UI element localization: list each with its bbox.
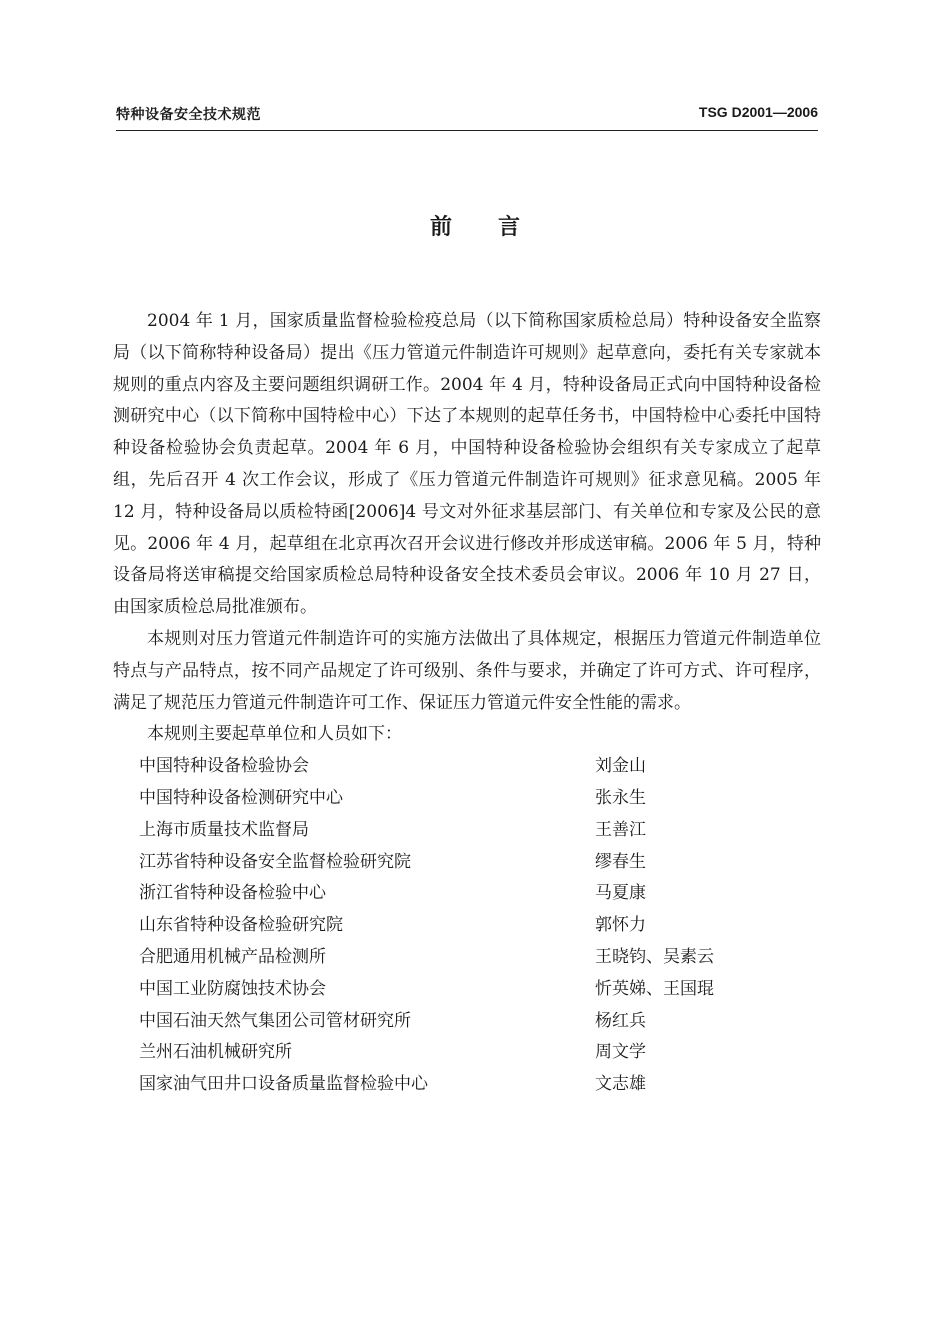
drafter-organization: 中国工业防腐蚀技术协会	[139, 978, 326, 999]
drafters-intro: 本规则主要起草单位和人员如下：	[147, 724, 402, 745]
drafter-row	[113, 910, 821, 942]
drafter-organization: 中国石油天然气集团公司管材研究所	[139, 1010, 411, 1031]
drafter-organization: 中国特种设备检验协会	[139, 756, 309, 777]
drafter-person: 郭怀力	[595, 915, 646, 936]
drafter-row	[113, 751, 821, 783]
drafter-person: 王善江	[595, 819, 646, 840]
drafter-organization: 中国特种设备检测研究中心	[139, 787, 343, 808]
document-body	[113, 306, 821, 1101]
page-title: 前言	[429, 215, 566, 240]
drafter-organization: 浙江省特种设备检验中心	[139, 883, 326, 904]
drafter-person: 马夏康	[595, 883, 646, 904]
drafter-row	[113, 1037, 821, 1069]
drafter-row	[113, 974, 821, 1006]
drafter-organization: 合肥通用机械产品检测所	[139, 946, 326, 967]
drafter-person: 周文学	[595, 1042, 646, 1063]
drafter-row	[113, 815, 821, 847]
header-standard-code: TSG D2001—2006	[698, 104, 818, 120]
drafter-person: 缪春生	[595, 851, 646, 872]
drafter-person: 忻英娣、王国琨	[595, 978, 714, 999]
paragraph: 2004 年 1 月，国家质量监督检验检疫总局（以下简称国家质检总局）特种设备安全监察局（以下简称特种设备局）提出《压力管道元件制造许可规则》起草意向，委托有关专家就本规则的重点内容及主要问题组织调研工作。2004 年 4 月，特种设备局正式向中国特种设备检测研究中心（以下简称中国特检中心）下达了本规则的起草任务书，中国特检中心委托中国特种设备检验协会负责起草。2004 年 6 月，中国特种设备检验协会组织有关专家成立了起草组，先后召开 4 次工作会议，形成了《压力管道元件制造许可规则》征求意见稿。2005 年 12 月，特种设备局以质检特函[2006]4 号文对外征求基层部门、有关单位和专家及公民的意见。2006 年 4 月，起草组在北京再次召开会议进行修改并形成送审稿。2006 年 5 月，特种设备局将送审稿提交给国家质检总局特种设备安全技术委员会审议。2006 年 10 月 27 日，由国家质检总局批准颁布。	[113, 311, 821, 618]
drafters-list	[113, 751, 821, 1101]
drafter-row	[113, 878, 821, 910]
paragraph: 本规则对压力管道元件制造许可的实施方法做出了具体规定，根据压力管道元件制造单位特点与产品特点，按不同产品规定了许可级别、条件与要求，并确定了许可方式、许可程序，满足了规范压力管道元件制造许可工作、保证压力管道元件安全性能的需求。	[113, 628, 821, 713]
header-series-title: 特种设备安全技术规范	[116, 107, 261, 123]
drafter-organization: 兰州石油机械研究所	[139, 1042, 292, 1063]
drafter-row	[113, 783, 821, 815]
drafter-organization: 国家油气田井口设备质量监督检验中心	[139, 1074, 428, 1095]
drafter-organization: 江苏省特种设备安全监督检验研究院	[139, 851, 411, 872]
drafter-organization: 上海市质量技术监督局	[139, 819, 309, 840]
drafter-organization: 山东省特种设备检验研究院	[139, 915, 343, 936]
drafter-person: 王晓钧、吴素云	[595, 946, 714, 967]
drafter-row	[113, 1006, 821, 1038]
drafter-person: 文志雄	[595, 1074, 646, 1095]
header-divider	[116, 130, 818, 131]
drafter-row	[113, 847, 821, 879]
drafter-person: 刘金山	[595, 756, 646, 777]
drafter-row	[113, 1069, 821, 1101]
drafter-row	[113, 942, 821, 974]
drafter-person: 杨红兵	[595, 1010, 646, 1031]
page-header	[116, 104, 818, 126]
drafter-person: 张永生	[595, 787, 646, 808]
